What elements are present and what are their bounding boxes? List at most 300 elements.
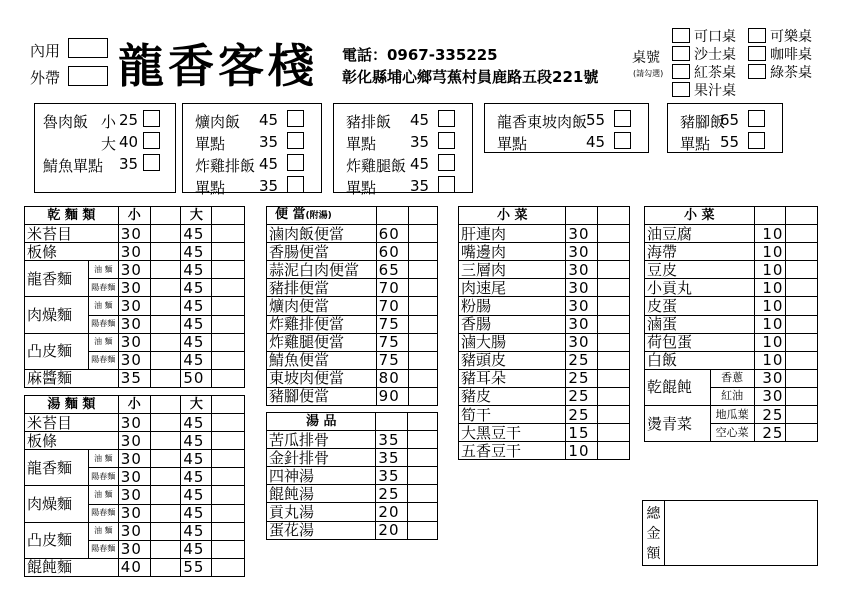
item-price: 65 [376, 261, 408, 279]
small-price: 30 [118, 297, 150, 315]
item-qty[interactable] [408, 315, 437, 333]
item-price: 10 [566, 442, 598, 460]
menu-row [267, 225, 438, 243]
large-price: 45 [181, 486, 212, 504]
menu-row [645, 279, 818, 297]
rice-item-name: 單點 [195, 179, 226, 197]
item-name: 炸雞腿便當 [267, 333, 377, 351]
item-name: 燙青菜 [645, 406, 711, 442]
large-qty[interactable] [212, 333, 245, 351]
rice-item-size: 小 [101, 113, 117, 131]
rice-item-checkbox[interactable] [143, 110, 160, 127]
item-price: 30 [566, 279, 598, 297]
option-label: 地瓜葉 [710, 406, 754, 424]
rice-item-name: 爌肉飯 [195, 113, 241, 131]
item-name: 肉速尾 [459, 279, 566, 297]
item-name: 凸皮麵 [25, 522, 89, 558]
large-qty[interactable] [212, 243, 245, 261]
item-qty[interactable] [786, 315, 818, 333]
item-name: 蛋花湯 [267, 521, 376, 539]
item-name: 龍香麵 [25, 450, 89, 486]
rice-item-checkbox[interactable] [287, 110, 304, 127]
item-name: 東坡肉便當 [267, 369, 377, 387]
small-qty[interactable] [150, 351, 181, 369]
rice-item-checkbox[interactable] [143, 132, 160, 149]
item-qty[interactable] [786, 351, 818, 369]
rice-set-box [333, 103, 473, 197]
item-name: 肉燥麵 [25, 486, 89, 522]
rice-item-checkbox[interactable] [614, 110, 631, 127]
menu-row [459, 225, 630, 243]
large-price: 55 [181, 558, 212, 576]
small-price: 30 [118, 351, 150, 369]
item-qty[interactable] [786, 369, 818, 387]
soup-noodles-table [24, 395, 245, 577]
item-price: 10 [754, 261, 786, 279]
soups-table [266, 412, 438, 540]
total-label-char: 額 [646, 546, 661, 562]
item-name: 爌肉便當 [267, 297, 377, 315]
item-qty[interactable] [598, 225, 630, 243]
small-price: 30 [118, 504, 150, 522]
rice-item-price: 40 [119, 133, 139, 151]
item-qty[interactable] [786, 243, 818, 261]
item-name: 油豆腐 [645, 225, 755, 243]
rice-item-name: 龍香東坡肉飯 [497, 113, 588, 131]
option-label: 空心菜 [710, 424, 754, 442]
menu-row [267, 369, 438, 387]
option-label: 油 麵 [88, 522, 118, 540]
menu-row [459, 297, 630, 315]
item-name: 鯖魚便當 [267, 351, 377, 369]
rice-item-checkbox[interactable] [287, 132, 304, 149]
item-name: 粉腸 [459, 297, 566, 315]
soups-header: 湯 品 [267, 413, 376, 431]
table-number-label: 桌號 [632, 50, 660, 66]
menu-row [645, 406, 818, 424]
table-checkbox[interactable] [672, 64, 690, 79]
menu-row [267, 243, 438, 261]
item-price: 25 [566, 387, 598, 405]
item-name: 豬皮 [459, 387, 566, 405]
item-name: 香腸便當 [267, 243, 377, 261]
small-price: 30 [118, 333, 150, 351]
item-name: 嘴邊肉 [459, 243, 566, 261]
rice-item-checkbox[interactable] [614, 132, 631, 149]
item-qty[interactable] [408, 243, 437, 261]
item-qty[interactable] [786, 406, 818, 424]
menu-row [645, 261, 818, 279]
rice-item-name: 單點 [346, 179, 377, 197]
rice-item-price: 45 [259, 111, 279, 129]
item-price: 10 [754, 297, 786, 315]
item-price: 30 [754, 369, 786, 387]
table-checkbox[interactable] [748, 64, 766, 79]
rice-item-checkbox[interactable] [438, 176, 455, 193]
small-price: 30 [118, 540, 150, 558]
item-name: 貢丸湯 [267, 503, 376, 521]
rice-item-name: 豬腳飯 [680, 113, 726, 131]
item-name: 餛飩麵 [25, 558, 119, 576]
rice-item-checkbox[interactable] [438, 110, 455, 127]
item-qty[interactable] [786, 225, 818, 243]
large-qty[interactable] [212, 450, 245, 468]
item-name: 筍干 [459, 406, 566, 424]
address: 彰化縣埔心鄉芎蕉村員鹿路五段221號 [342, 68, 599, 86]
item-qty[interactable] [598, 351, 630, 369]
table-checkbox[interactable] [672, 82, 690, 97]
large-header: 大 [181, 207, 212, 225]
menu-row [459, 406, 630, 424]
option-label: 油 麵 [88, 486, 118, 504]
large-price: 45 [181, 468, 212, 486]
item-price: 10 [754, 243, 786, 261]
large-price: 45 [181, 279, 212, 297]
item-price: 10 [754, 279, 786, 297]
large-qty[interactable] [212, 522, 245, 540]
table-checkbox[interactable] [672, 46, 690, 61]
item-qty[interactable] [598, 387, 630, 405]
table-option-label: 沙士桌 [694, 47, 736, 63]
item-price: 10 [754, 315, 786, 333]
item-name: 餛飩湯 [267, 485, 376, 503]
side-dishes-table-2 [644, 206, 818, 442]
menu-row [267, 503, 438, 521]
menu-row [267, 351, 438, 369]
large-price: 45 [181, 261, 212, 279]
item-name: 凸皮麵 [25, 333, 89, 369]
small-qty[interactable] [150, 414, 181, 432]
item-name: 豬排便當 [267, 279, 377, 297]
item-price: 60 [376, 243, 408, 261]
small-qty[interactable] [150, 261, 181, 279]
item-qty[interactable] [408, 387, 437, 405]
rice-item-name: 豬排飯 [346, 113, 392, 131]
rice-item-checkbox[interactable] [287, 154, 304, 171]
large-qty[interactable] [212, 468, 245, 486]
table-option-label: 果汁桌 [694, 83, 736, 99]
item-price: 25 [754, 406, 786, 424]
item-name: 大黑豆干 [459, 424, 566, 442]
menu-row [459, 351, 630, 369]
phone: 電話：0967-335225 [342, 46, 498, 64]
item-name: 苦瓜排骨 [267, 431, 376, 449]
small-qty[interactable] [150, 558, 181, 576]
large-price: 45 [181, 414, 212, 432]
item-price: 70 [376, 279, 408, 297]
item-qty[interactable] [786, 261, 818, 279]
item-qty[interactable] [408, 279, 437, 297]
item-price: 70 [376, 297, 408, 315]
large-qty[interactable] [212, 414, 245, 432]
menu-row [459, 333, 630, 351]
large-qty[interactable] [212, 558, 245, 576]
rice-set-box [484, 103, 649, 153]
item-qty[interactable] [786, 297, 818, 315]
rice-item-price: 65 [720, 111, 740, 129]
small-qty[interactable] [150, 369, 181, 387]
item-name: 金針排骨 [267, 449, 376, 467]
total-label-char: 金 [646, 526, 661, 542]
small-qty[interactable] [150, 432, 181, 450]
small-qty[interactable] [150, 522, 181, 540]
small-price: 30 [118, 279, 150, 297]
takeout-label: 外帶 [30, 69, 61, 87]
bento-header [267, 207, 377, 225]
small-qty[interactable] [150, 486, 181, 504]
menu-row [459, 315, 630, 333]
item-qty[interactable] [786, 424, 818, 442]
rice-item-price: 35 [410, 133, 430, 151]
menu-row [459, 424, 630, 442]
item-price: 30 [566, 315, 598, 333]
item-name: 海帶 [645, 243, 755, 261]
menu-row [267, 387, 438, 405]
item-name: 白飯 [645, 351, 755, 369]
item-qty[interactable] [408, 503, 438, 521]
item-price: 15 [566, 424, 598, 442]
small-qty[interactable] [150, 297, 181, 315]
item-price: 75 [376, 351, 408, 369]
item-name: 滷肉飯便當 [267, 225, 377, 243]
side-dishes-table-1 [458, 206, 630, 460]
dry-noodles-header: 乾 麵 類 [25, 207, 119, 225]
rice-set-box [182, 103, 322, 197]
side-dishes-header: 小 菜 [459, 207, 566, 225]
item-qty[interactable] [598, 424, 630, 442]
large-qty[interactable] [212, 279, 245, 297]
item-name: 豬耳朵 [459, 369, 566, 387]
rice-item-price: 45 [410, 111, 430, 129]
menu-row [267, 315, 438, 333]
item-name: 三層肉 [459, 261, 566, 279]
rice-item-name: 炸雞排飯 [195, 157, 256, 175]
item-qty[interactable] [598, 315, 630, 333]
table-checkbox[interactable] [748, 46, 766, 61]
item-qty[interactable] [598, 297, 630, 315]
bento-table [266, 206, 438, 406]
item-qty[interactable] [598, 333, 630, 351]
item-price: 25 [376, 485, 408, 503]
item-qty[interactable] [408, 351, 437, 369]
dine-in-label: 內用 [30, 42, 61, 60]
small-price: 30 [118, 315, 150, 333]
item-name: 乾餛飩 [645, 369, 711, 405]
item-name: 豬頭皮 [459, 351, 566, 369]
small-qty[interactable] [150, 225, 181, 243]
item-price: 20 [376, 521, 408, 539]
dine-in-checkbox[interactable] [68, 38, 108, 58]
item-name: 荷包蛋 [645, 333, 755, 351]
rice-set-box [34, 103, 176, 193]
item-price: 30 [566, 225, 598, 243]
rice-item-price: 45 [410, 155, 430, 173]
item-price: 90 [376, 387, 408, 405]
item-qty[interactable] [598, 243, 630, 261]
item-qty[interactable] [408, 467, 438, 485]
item-price: 60 [376, 225, 408, 243]
option-label: 油 麵 [88, 261, 118, 279]
menu-row [645, 351, 818, 369]
total-label [643, 501, 665, 565]
large-qty[interactable] [212, 225, 245, 243]
item-qty[interactable] [598, 369, 630, 387]
item-name: 板條 [25, 432, 119, 450]
rice-item-checkbox[interactable] [438, 154, 455, 171]
rice-item-price: 35 [410, 177, 430, 195]
item-name: 板條 [25, 243, 119, 261]
item-name: 炸雞排便當 [267, 315, 377, 333]
rice-item-price: 45 [259, 155, 279, 173]
rice-item-name: 炸雞腿飯 [346, 157, 407, 175]
item-price: 25 [566, 351, 598, 369]
total-label-char: 總 [646, 506, 661, 522]
large-qty[interactable] [212, 297, 245, 315]
item-price: 75 [376, 315, 408, 333]
takeout-checkbox[interactable] [68, 66, 108, 86]
menu-row [267, 431, 438, 449]
item-price: 35 [376, 431, 408, 449]
large-qty[interactable] [212, 486, 245, 504]
rice-item-price: 35 [259, 177, 279, 195]
small-price: 30 [118, 261, 150, 279]
table-option-label: 咖啡桌 [770, 47, 812, 63]
large-price: 45 [181, 504, 212, 522]
small-price: 30 [118, 450, 150, 468]
item-qty[interactable] [408, 297, 437, 315]
small-qty[interactable] [150, 333, 181, 351]
item-name: 皮蛋 [645, 297, 755, 315]
item-qty[interactable] [786, 279, 818, 297]
small-qty[interactable] [150, 315, 181, 333]
small-qty[interactable] [150, 468, 181, 486]
item-price: 25 [754, 424, 786, 442]
option-label: 陽春麵 [88, 540, 118, 558]
item-qty[interactable] [598, 442, 630, 460]
large-price: 45 [181, 540, 212, 558]
small-qty[interactable] [150, 504, 181, 522]
item-name: 米苔目 [25, 225, 119, 243]
item-name: 豬腳便當 [267, 387, 377, 405]
small-price: 35 [118, 369, 150, 387]
item-name: 麻醬麵 [25, 369, 119, 387]
menu-row [267, 333, 438, 351]
small-qty[interactable] [150, 540, 181, 558]
large-price: 45 [181, 333, 212, 351]
item-qty[interactable] [598, 261, 630, 279]
option-label: 陽春麵 [88, 279, 118, 297]
rice-item-checkbox[interactable] [748, 110, 765, 127]
item-qty[interactable] [408, 431, 438, 449]
menu-row [645, 369, 818, 387]
item-qty[interactable] [408, 449, 438, 467]
large-qty[interactable] [212, 315, 245, 333]
option-label: 油 麵 [88, 450, 118, 468]
large-qty[interactable] [212, 369, 245, 387]
large-qty[interactable] [212, 504, 245, 522]
menu-row [267, 279, 438, 297]
large-price: 45 [181, 522, 212, 540]
table-option-label: 可口桌 [694, 29, 736, 45]
rice-item-name: 魯肉飯 [43, 113, 89, 131]
table-select-note: (請勾選) [633, 69, 664, 78]
menu-row [267, 297, 438, 315]
rice-item-name: 單點 [195, 135, 226, 153]
large-header: 大 [181, 396, 212, 414]
option-label: 香蔥 [710, 369, 754, 387]
option-label: 油 麵 [88, 297, 118, 315]
bento-note: (附湯) [305, 211, 332, 222]
item-qty[interactable] [786, 387, 818, 405]
item-name: 蒜泥白肉便當 [267, 261, 377, 279]
menu-row [267, 467, 438, 485]
table-option-label: 綠茶桌 [770, 65, 812, 81]
rice-item-size: 大 [101, 135, 117, 153]
table-checkbox[interactable] [748, 28, 766, 43]
item-name: 滷蛋 [645, 315, 755, 333]
small-header: 小 [118, 207, 150, 225]
large-price: 45 [181, 450, 212, 468]
menu-row [459, 387, 630, 405]
item-price: 35 [376, 449, 408, 467]
table-checkbox[interactable] [672, 28, 690, 43]
item-price: 30 [566, 261, 598, 279]
large-price: 45 [181, 315, 212, 333]
large-qty[interactable] [212, 261, 245, 279]
small-price: 30 [118, 432, 150, 450]
item-name: 小貢丸 [645, 279, 755, 297]
item-qty[interactable] [408, 521, 438, 539]
small-qty[interactable] [150, 450, 181, 468]
large-qty[interactable] [212, 351, 245, 369]
rice-item-checkbox[interactable] [748, 132, 765, 149]
rice-item-name: 單點 [680, 135, 711, 153]
small-qty[interactable] [150, 243, 181, 261]
item-price: 30 [566, 333, 598, 351]
small-qty[interactable] [150, 279, 181, 297]
item-price: 25 [566, 406, 598, 424]
total-amount-box[interactable] [642, 500, 818, 566]
item-qty[interactable] [408, 369, 437, 387]
item-price: 20 [376, 503, 408, 521]
large-qty[interactable] [212, 432, 245, 450]
item-qty[interactable] [408, 485, 438, 503]
item-name: 米苔目 [25, 414, 119, 432]
small-price: 30 [118, 225, 150, 243]
large-price: 50 [181, 369, 212, 387]
menu-row [267, 261, 438, 279]
large-qty[interactable] [212, 540, 245, 558]
table-option-label: 紅茶桌 [694, 65, 736, 81]
item-qty[interactable] [408, 225, 437, 243]
item-name: 五香豆干 [459, 442, 566, 460]
rice-item-price: 55 [586, 111, 606, 129]
rice-item-checkbox[interactable] [287, 176, 304, 193]
item-qty[interactable] [598, 406, 630, 424]
rice-item-checkbox[interactable] [438, 132, 455, 149]
menu-row [645, 297, 818, 315]
item-price: 30 [566, 297, 598, 315]
item-price: 75 [376, 333, 408, 351]
item-qty[interactable] [408, 261, 437, 279]
item-qty[interactable] [598, 279, 630, 297]
item-qty[interactable] [786, 333, 818, 351]
menu-row [645, 225, 818, 243]
rice-item-checkbox[interactable] [143, 154, 160, 171]
menu-row [459, 279, 630, 297]
item-price: 10 [754, 225, 786, 243]
item-qty[interactable] [408, 333, 437, 351]
